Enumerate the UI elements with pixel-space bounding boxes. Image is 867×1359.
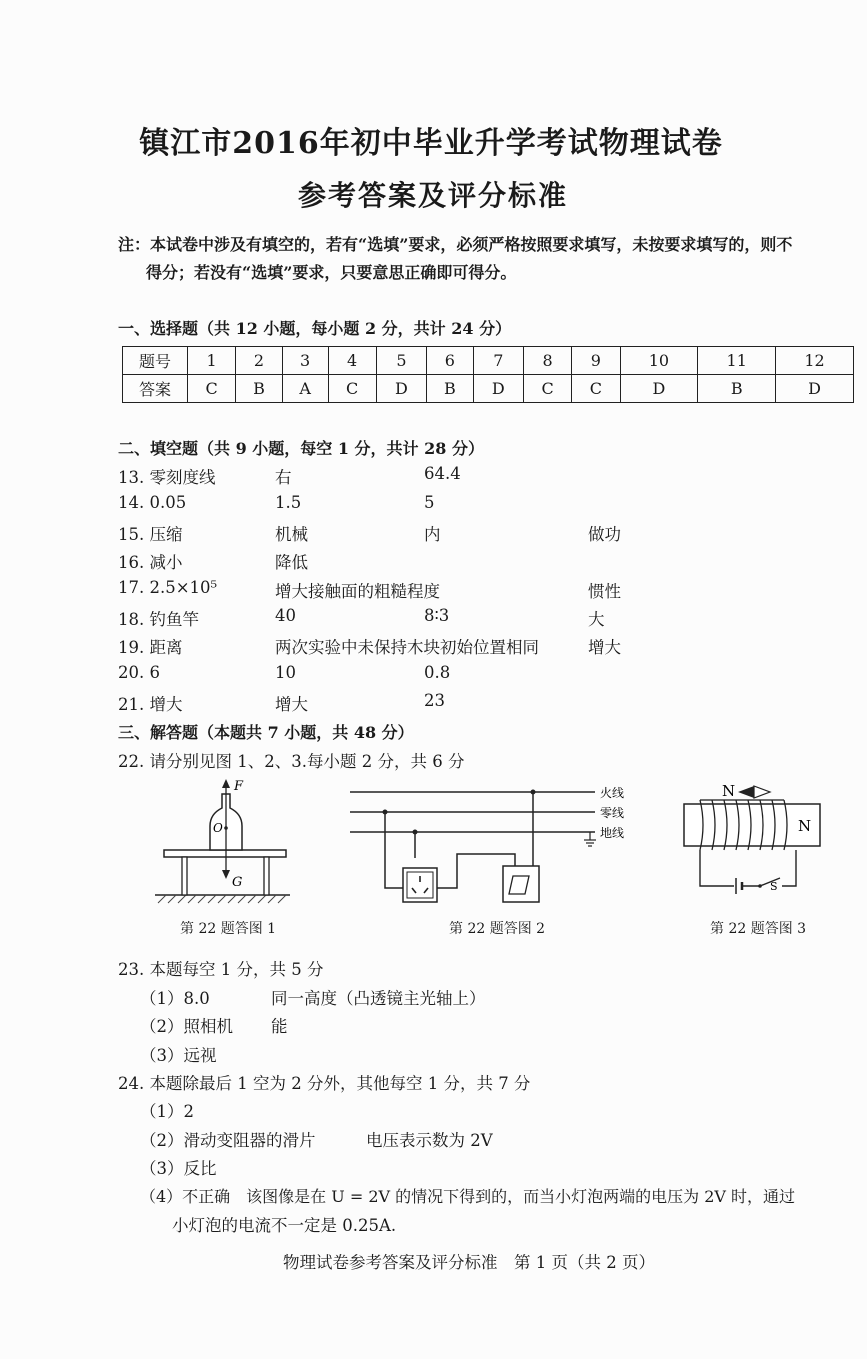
q24-answer-2b: 电压表示数为 2V xyxy=(366,1131,493,1150)
figure-1-label-f: F xyxy=(234,779,244,794)
figure-1-label-o: O xyxy=(213,821,223,835)
list-item: 8∶3 xyxy=(424,606,450,625)
table-cell: 12 xyxy=(776,347,854,375)
table-cell: 8 xyxy=(524,347,572,375)
question-24-heading: 24. 本题除最后 1 空为 2 分外，其他每空 1 分，共 7 分 xyxy=(118,1074,531,1093)
table-cell: 7 xyxy=(473,347,523,375)
figure-3-electromagnet xyxy=(678,778,828,898)
figure-2-ground-label: 地线 xyxy=(600,826,625,840)
list-item: 降低 xyxy=(275,553,308,572)
list-item: 17. 2.5×10⁵ xyxy=(118,578,218,597)
table-cell: D xyxy=(776,375,854,403)
list-item: 做功 xyxy=(588,525,621,544)
q23-answer-1a: （1）8.0 xyxy=(140,989,210,1008)
table-cell: 11 xyxy=(698,347,776,375)
table-cell: 5 xyxy=(376,347,426,375)
figure-3-caption: 第 22 题答图 3 xyxy=(710,921,807,937)
table-cell: B xyxy=(236,375,283,403)
table-cell: 1 xyxy=(188,347,236,375)
q23-answer-3: （3）远视 xyxy=(140,1046,217,1065)
figure-2-neutral-label: 零线 xyxy=(600,806,625,820)
list-item: 20. 6 xyxy=(118,663,160,682)
table-cell: 3 xyxy=(282,347,328,375)
figure-2-caption: 第 22 题答图 2 xyxy=(449,921,546,937)
table-cell: 2 xyxy=(236,347,283,375)
q24-answer-1: （1）2 xyxy=(140,1102,194,1121)
section1-heading: 一、选择题（共 12 小题，每小题 2 分，共计 24 分） xyxy=(118,319,512,338)
list-item: 10 xyxy=(275,663,296,682)
section2-heading: 二、填空题（共 9 小题，每空 1 分，共计 28 分） xyxy=(118,439,484,458)
figure-2-household-circuit xyxy=(345,780,635,910)
page-footer: 物理试卷参考答案及评分标准 第 1 页（共 2 页） xyxy=(283,1253,655,1272)
q24-answer-3: （3）反比 xyxy=(140,1159,217,1178)
table-cell: C xyxy=(572,375,620,403)
q24-answer-4a: （4）不正确 该图像是在 U = 2V 的情况下得到的，而当小灯泡两端的电压为 2V 时，通过 xyxy=(140,1187,796,1206)
figure-3-magnet-n-label: N xyxy=(798,817,812,835)
table-cell: D xyxy=(473,375,523,403)
question-23-heading: 23. 本题每空 1 分，共 5 分 xyxy=(118,960,324,979)
list-item: 右 xyxy=(275,468,292,487)
table-cell: 6 xyxy=(427,347,474,375)
list-item: 16. 减小 xyxy=(118,553,183,572)
list-item: 23 xyxy=(424,691,445,710)
table-cell: C xyxy=(524,375,572,403)
table-cell: D xyxy=(376,375,426,403)
list-item: 增大 xyxy=(588,638,621,657)
page-title: 镇江市2016年初中毕业升学考试物理试卷 xyxy=(139,126,723,161)
figure-3-switch-s-label: S xyxy=(770,880,778,893)
table-cell: C xyxy=(188,375,236,403)
figure-2-live-label: 火线 xyxy=(600,786,625,800)
list-item: 13. 零刻度线 xyxy=(118,468,216,487)
list-item: 14. 0.05 xyxy=(118,493,187,512)
table-cell: 4 xyxy=(328,347,376,375)
section3-heading: 三、解答题（本题共 7 小题，共 48 分） xyxy=(118,723,414,742)
q24-answer-2a: （2）滑动变阻器的滑片 xyxy=(140,1131,316,1150)
note-line-1: 注：本试卷中涉及有填空的，若有“选填”要求，必须严格按照要求填写，未按要求填写的，则不 xyxy=(118,235,793,254)
figure-1-caption: 第 22 题答图 1 xyxy=(180,921,277,937)
list-item: 21. 增大 xyxy=(118,695,183,714)
table-cell: B xyxy=(698,375,776,403)
table-cell: 10 xyxy=(620,347,698,375)
q23-answer-2a: （2）照相机 xyxy=(140,1017,233,1036)
list-item: 1.5 xyxy=(275,493,302,512)
list-item: 0.8 xyxy=(424,663,451,682)
list-item: 64.4 xyxy=(424,464,461,483)
note-line-2: 得分；若没有“选填”要求，只要意思正确即可得分。 xyxy=(146,263,517,282)
q23-answer-2b: 能 xyxy=(271,1017,288,1036)
list-item: 增大接触面的粗糙程度 xyxy=(275,582,440,601)
figure-3-compass-n-label: N xyxy=(722,782,736,800)
list-item: 增大 xyxy=(275,695,308,714)
table-header-cell: 题号 xyxy=(123,347,188,375)
answer-table xyxy=(122,346,854,403)
figure-1-label-g: G xyxy=(232,875,243,890)
list-item: 惯性 xyxy=(588,582,621,601)
list-item: 内 xyxy=(424,525,441,544)
question-22: 22. 请分别见图 1、2、3.每小题 2 分，共 6 分 xyxy=(118,752,465,771)
table-cell: A xyxy=(282,375,328,403)
page-subtitle: 参考答案及评分标准 xyxy=(297,179,568,212)
table-cell: B xyxy=(427,375,474,403)
table-cell: C xyxy=(328,375,376,403)
list-item: 大 xyxy=(588,610,605,629)
list-item: 两次实验中未保持木块初始位置相同 xyxy=(275,638,539,657)
list-item: 19. 距离 xyxy=(118,638,183,657)
list-item: 18. 钓鱼竿 xyxy=(118,610,199,629)
figure-1-bottle-on-table xyxy=(150,778,300,908)
table-cell: D xyxy=(620,375,698,403)
table-row-numbers xyxy=(123,347,854,375)
q23-answer-1b: 同一高度（凸透镜主光轴上） xyxy=(271,989,486,1008)
list-item: 15. 压缩 xyxy=(118,525,183,544)
list-item: 40 xyxy=(275,606,296,625)
list-item: 5 xyxy=(424,493,435,512)
table-row-answers xyxy=(123,375,854,403)
table-cell: 9 xyxy=(572,347,620,375)
table-header-cell: 答案 xyxy=(123,375,188,403)
list-item: 机械 xyxy=(275,525,308,544)
q24-answer-4b: 小灯泡的电流不一定是 0.25A. xyxy=(172,1216,397,1235)
